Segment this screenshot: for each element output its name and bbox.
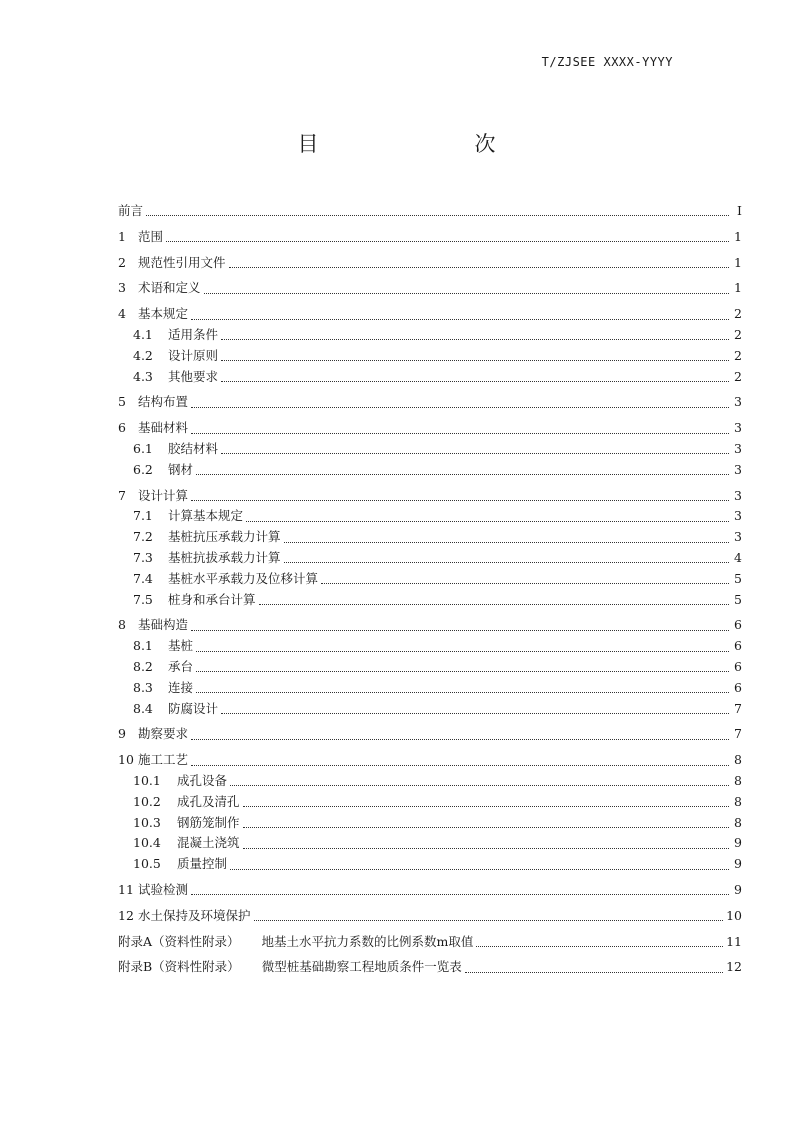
table-of-contents — [118, 201, 742, 978]
toc-entry-number: 9 — [118, 726, 126, 742]
toc-entry-number: 6.2 — [133, 461, 153, 477]
toc-entry[interactable] — [118, 590, 742, 611]
toc-entry-page: 3 — [734, 394, 742, 410]
toc-dot-leader — [221, 338, 729, 340]
toc-entry[interactable] — [118, 548, 742, 569]
toc-entry-number: 7.1 — [133, 508, 153, 524]
toc-entry-page: 2 — [734, 306, 742, 322]
toc-entry-label: 计算基本规定 — [168, 508, 244, 524]
toc-dot-leader — [465, 971, 723, 973]
toc-entry[interactable] — [118, 813, 742, 834]
toc-entry[interactable] — [118, 833, 742, 854]
toc-entry[interactable] — [118, 854, 742, 875]
toc-entry-number: 11 — [118, 881, 134, 897]
toc-dot-leader — [204, 292, 729, 294]
toc-entry-page: 2 — [734, 368, 742, 384]
toc-entry-label: 成孔设备 — [177, 772, 228, 788]
toc-entry-number: 10.5 — [133, 856, 161, 872]
toc-entry[interactable] — [118, 486, 742, 507]
toc-entry-label: 结构布置 — [138, 394, 189, 410]
toc-entry-page: 8 — [734, 752, 742, 768]
toc-dot-leader — [146, 214, 729, 216]
toc-entry-page: 8 — [734, 814, 742, 830]
toc-entry-label: 试验检测 — [138, 881, 189, 897]
toc-dot-leader — [196, 691, 729, 693]
toc-dot-leader — [259, 603, 729, 605]
toc-entry-label: 地基土水平抗力系数的比例系数m取值 — [261, 933, 474, 949]
toc-dot-leader — [321, 582, 729, 584]
toc-entry-page: 9 — [734, 856, 742, 872]
toc-entry-page: 2 — [734, 326, 742, 342]
toc-entry-number: 7.3 — [133, 549, 153, 565]
toc-entry-number: 附录A（资料性附录） — [118, 933, 240, 949]
toc-entry-label: 基桩水平承载力及位移计算 — [168, 570, 319, 586]
toc-entry[interactable] — [118, 932, 742, 953]
toc-dot-leader — [191, 406, 729, 408]
toc-entry-label: 基桩抗压承载力计算 — [168, 529, 281, 545]
toc-entry[interactable] — [118, 506, 742, 527]
toc-dot-leader — [243, 847, 729, 849]
toc-dot-leader — [221, 712, 729, 714]
toc-entry-number: 附录B（资料性附录） — [118, 959, 240, 975]
toc-entry[interactable] — [118, 278, 742, 299]
toc-entry-label: 成孔及清孔 — [177, 793, 240, 809]
toc-dot-leader — [254, 919, 724, 921]
toc-entry-label: 前言 — [118, 203, 144, 218]
toc-entry-number: 8 — [118, 617, 126, 633]
toc-entry-page: 1 — [734, 254, 742, 270]
toc-entry-label: 水土保持及环境保护 — [138, 907, 251, 923]
toc-entry[interactable] — [118, 253, 742, 274]
toc-entry-page: 3 — [734, 420, 742, 436]
toc-entry-number: 7.2 — [133, 529, 153, 545]
toc-entry[interactable] — [118, 771, 742, 792]
toc-entry-number: 10.2 — [133, 793, 161, 809]
toc-dot-leader — [191, 893, 729, 895]
page-title: 目 次 — [297, 132, 534, 156]
toc-entry[interactable] — [118, 325, 742, 346]
toc-entry-label: 基础构造 — [138, 617, 189, 633]
toc-entry[interactable] — [118, 460, 742, 481]
toc-entry-number: 7 — [118, 487, 126, 503]
toc-entry-page: 6 — [734, 638, 742, 654]
toc-entry[interactable] — [118, 880, 742, 901]
toc-entry[interactable] — [118, 657, 742, 678]
toc-entry[interactable] — [118, 699, 742, 720]
toc-entry-page: 5 — [734, 591, 742, 607]
toc-entry-page: 1 — [734, 280, 742, 296]
toc-dot-leader — [191, 499, 729, 501]
toc-entry-number: 4.1 — [133, 326, 153, 342]
toc-entry[interactable] — [118, 636, 742, 657]
toc-dot-leader — [196, 473, 729, 475]
toc-entry-number: 3 — [118, 280, 126, 296]
toc-entry-number: 8.2 — [133, 658, 153, 674]
toc-entry[interactable] — [118, 678, 742, 699]
toc-dot-leader — [229, 266, 729, 268]
toc-entry[interactable] — [118, 201, 742, 222]
toc-entry-label: 基桩 — [168, 638, 194, 654]
toc-entry-page: 6 — [734, 617, 742, 633]
toc-dot-leader — [191, 738, 729, 740]
toc-entry-label: 基桩抗拔承载力计算 — [168, 549, 281, 565]
toc-dot-leader — [196, 670, 729, 672]
toc-entry-number: 4 — [118, 306, 126, 322]
toc-entry-page: 6 — [734, 658, 742, 674]
toc-dot-leader — [476, 945, 723, 947]
toc-entry-number: 8.1 — [133, 638, 153, 654]
toc-entry[interactable] — [118, 792, 742, 813]
toc-dot-leader — [221, 380, 729, 382]
toc-entry-page: 1 — [734, 228, 742, 244]
toc-entry-page: 4 — [734, 549, 742, 565]
toc-entry-number: 8.4 — [133, 700, 153, 716]
toc-entry-label: 设计原则 — [168, 347, 219, 363]
toc-dot-leader — [196, 650, 729, 652]
toc-dot-leader — [284, 541, 729, 543]
toc-entry-label: 防腐设计 — [168, 700, 219, 716]
toc-dot-leader — [221, 359, 729, 361]
toc-dot-leader — [284, 561, 729, 563]
toc-entry[interactable] — [118, 346, 742, 367]
toc-entry-number: 12 — [118, 907, 134, 923]
toc-entry[interactable] — [118, 304, 742, 325]
toc-dot-leader — [243, 805, 729, 807]
toc-entry-page: 3 — [734, 440, 742, 456]
toc-entry-page: 9 — [734, 881, 742, 897]
toc-entry[interactable] — [118, 367, 742, 388]
toc-entry-label: 微型桩基础勘察工程地质条件一览表 — [261, 959, 462, 975]
toc-entry[interactable] — [118, 527, 742, 548]
toc-entry-page: 8 — [734, 772, 742, 788]
toc-entry-number: 10.4 — [133, 835, 161, 851]
toc-entry[interactable] — [118, 750, 742, 771]
toc-entry-page: 5 — [734, 570, 742, 586]
toc-entry-label: 桩身和承台计算 — [168, 591, 256, 607]
toc-entry-label: 基础材料 — [138, 420, 189, 436]
toc-entry-page: 10 — [726, 907, 742, 923]
toc-entry-page: 6 — [734, 679, 742, 695]
toc-entry-label: 设计计算 — [138, 487, 189, 503]
toc-entry-page: 2 — [734, 347, 742, 363]
toc-entry-number: 10.3 — [133, 814, 161, 830]
toc-entry[interactable] — [118, 957, 742, 978]
toc-entry-page: 3 — [734, 487, 742, 503]
toc-dot-leader — [191, 318, 729, 320]
toc-entry-number: 7.5 — [133, 591, 153, 607]
toc-entry-label: 钢材 — [168, 461, 194, 477]
document-code: T/ZJSEE XXXX-YYYY — [541, 55, 673, 69]
toc-entry-label: 基本规定 — [138, 306, 189, 322]
toc-dot-leader — [191, 764, 729, 766]
toc-entry-page: 11 — [726, 933, 742, 949]
toc-entry-label: 规范性引用文件 — [138, 254, 226, 270]
toc-entry-number: 2 — [118, 254, 126, 270]
toc-entry-number: 5 — [118, 394, 126, 410]
toc-entry[interactable] — [118, 724, 742, 745]
toc-dot-leader — [246, 520, 729, 522]
toc-entry-page: 7 — [734, 700, 742, 716]
toc-dot-leader — [191, 629, 729, 631]
toc-entry-label: 钢筋笼制作 — [177, 814, 240, 830]
toc-entry-page: 12 — [726, 959, 742, 975]
toc-entry[interactable] — [118, 227, 742, 248]
toc-entry-page: 3 — [734, 461, 742, 477]
toc-entry-number: 4.3 — [133, 368, 153, 384]
toc-entry-label: 混凝土浇筑 — [177, 835, 240, 851]
toc-entry-number: 1 — [118, 228, 126, 244]
toc-entry-label: 质量控制 — [177, 856, 228, 872]
toc-entry-page: 9 — [734, 835, 742, 851]
toc-entry-label: 范围 — [138, 228, 164, 244]
toc-entry-label: 其他要求 — [168, 368, 219, 384]
toc-entry-number: 6.1 — [133, 440, 153, 456]
toc-entry-number: 4.2 — [133, 347, 153, 363]
toc-entry-number: 6 — [118, 420, 126, 436]
toc-entry-label: 适用条件 — [168, 326, 219, 342]
toc-entry[interactable] — [118, 569, 742, 590]
toc-dot-leader — [243, 826, 729, 828]
toc-entry[interactable] — [118, 392, 742, 413]
toc-entry-page: 7 — [734, 726, 742, 742]
toc-entry-label: 术语和定义 — [138, 280, 201, 296]
toc-entry[interactable] — [118, 418, 742, 439]
toc-dot-leader — [230, 784, 729, 786]
toc-entry-page: I — [737, 203, 742, 218]
toc-entry-page: 3 — [734, 508, 742, 524]
toc-entry-label: 连接 — [168, 679, 194, 695]
toc-entry[interactable] — [118, 439, 742, 460]
toc-entry-label: 施工工艺 — [138, 752, 189, 768]
toc-entry-number: 10 — [118, 752, 134, 768]
toc-entry-number: 8.3 — [133, 679, 153, 695]
toc-dot-leader — [230, 868, 729, 870]
toc-entry-page: 8 — [734, 793, 742, 809]
toc-entry-number: 10.1 — [133, 772, 161, 788]
toc-entry-number: 7.4 — [133, 570, 153, 586]
toc-entry[interactable] — [118, 615, 742, 636]
toc-entry-label: 承台 — [168, 658, 194, 674]
toc-entry-label: 胶结材料 — [168, 440, 219, 456]
toc-dot-leader — [166, 240, 729, 242]
toc-dot-leader — [191, 432, 729, 434]
toc-entry-label: 勘察要求 — [138, 726, 189, 742]
toc-dot-leader — [221, 452, 729, 454]
toc-entry-page: 3 — [734, 529, 742, 545]
toc-entry[interactable] — [118, 906, 742, 927]
